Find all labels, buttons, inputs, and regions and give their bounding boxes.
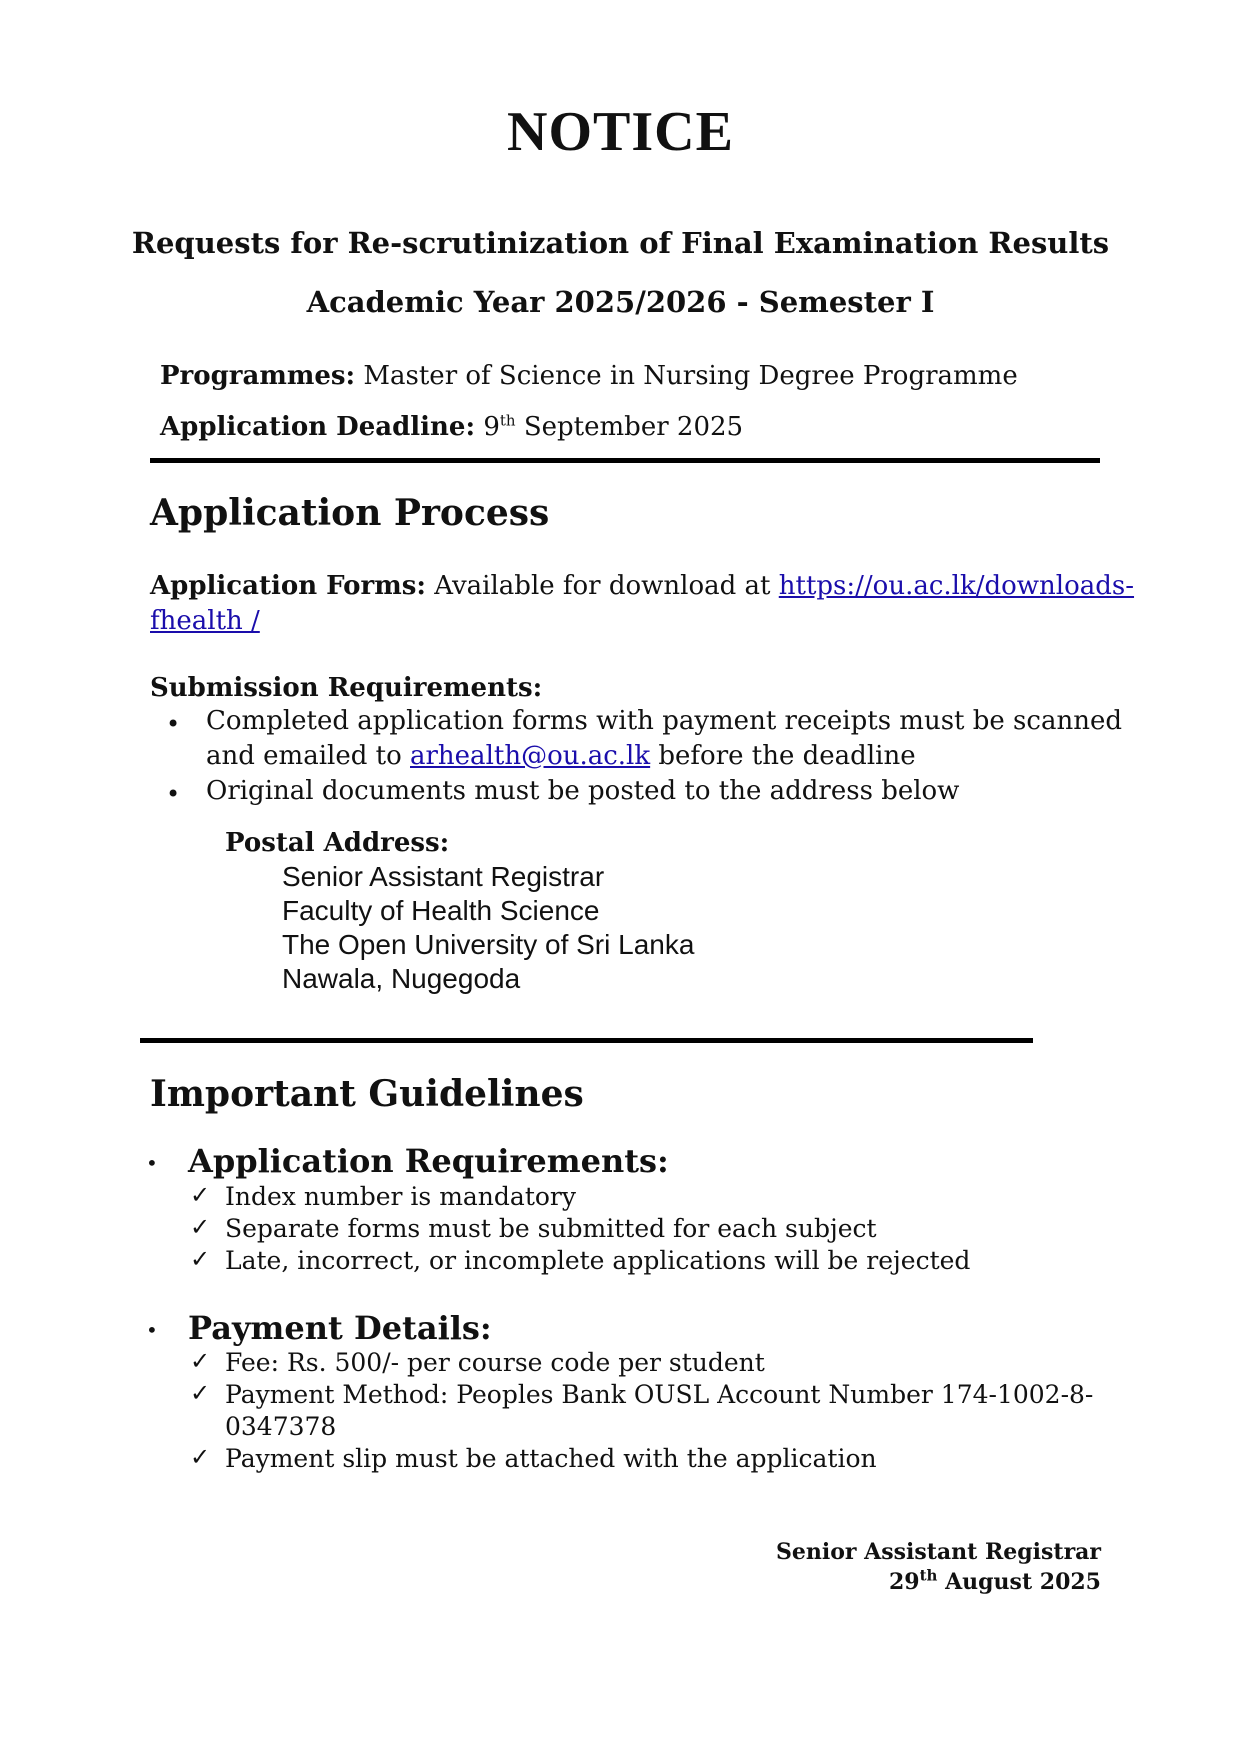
app-req-heading: Application Requirements: — [188, 1142, 669, 1180]
postal-label — [225, 828, 449, 858]
page-title: NOTICE — [507, 101, 734, 163]
check-icon: ✓ — [190, 1213, 211, 1241]
deadline-sup: th — [499, 411, 516, 430]
bullet-icon: • — [146, 1318, 158, 1342]
bullet1-pre: and emailed to — [206, 741, 402, 771]
sig-date-sup: th — [919, 1566, 938, 1585]
address-line: Nawala, Nugegoda — [282, 963, 521, 994]
programmes-label: Programmes: — [160, 361, 356, 391]
guidelines-heading: Important Guidelines — [150, 1073, 584, 1115]
forms-download-link-cont[interactable]: fhealth / — [150, 606, 260, 636]
bullet1-post: before the deadline — [658, 741, 916, 771]
check-icon: ✓ — [190, 1181, 211, 1209]
deadline-rest: September 2025 — [523, 412, 744, 442]
programmes-value: Master of Science in Nursing Degree Programme — [363, 361, 1018, 391]
process-heading: Application Process — [150, 492, 550, 534]
address-line: The Open University of Sri Lanka — [282, 929, 695, 960]
deadline-day: 9 — [483, 412, 500, 442]
sig-date-rest: August 2025 — [945, 1569, 1101, 1595]
academic-year: Academic Year 2025/2026 - Semester I — [306, 285, 935, 319]
address-line: Faculty of Health Science — [282, 895, 600, 926]
forms-label: Application Forms: — [150, 571, 426, 601]
payment-heading: Payment Details: — [188, 1309, 492, 1347]
email-link[interactable]: arhealth@ou.ac.lk — [410, 741, 651, 771]
submission-bullet-1-cont — [206, 741, 916, 771]
check-icon: ✓ — [190, 1379, 211, 1407]
bullet-icon: • — [146, 1151, 158, 1175]
forms-line-2 — [150, 606, 260, 636]
check-icon: ✓ — [190, 1443, 211, 1471]
submission-bullet-1: Completed application forms with payment receipts must be scanned — [206, 706, 1122, 736]
address-line: Senior Assistant Registrar — [282, 861, 605, 892]
programmes-line — [160, 361, 1018, 391]
forms-line — [150, 571, 1134, 601]
bullet-icon: • — [166, 780, 181, 808]
deadline-line — [160, 412, 743, 442]
submission-label-text: Submission Requirements: — [150, 673, 543, 703]
bullet-icon: • — [166, 710, 181, 738]
submission-bullet-2: Original documents must be posted to the address below — [206, 776, 960, 806]
submission-label — [150, 673, 542, 703]
deadline-label: Application Deadline: — [160, 412, 476, 442]
section-divider — [140, 1038, 1033, 1043]
forms-text: Available for download at — [434, 571, 771, 601]
payment-item: Payment slip must be attached with the application — [225, 1444, 877, 1473]
forms-download-link[interactable]: https://ou.ac.lk/downloads- — [778, 571, 1135, 601]
signature-date — [888, 1566, 1101, 1595]
payment-item: Fee: Rs. 500/- per course code per student — [225, 1348, 765, 1377]
check-icon: ✓ — [190, 1245, 211, 1273]
signature-name: Senior Assistant Registrar — [776, 1539, 1101, 1565]
sig-date-day: 29 — [888, 1569, 920, 1595]
notice-subtitle: Requests for Re-scrutinization of Final Examination Results — [131, 226, 1110, 260]
check-icon: ✓ — [190, 1347, 211, 1375]
app-req-item: Separate forms must be submitted for each subject — [225, 1214, 877, 1243]
postal-label-text: Postal Address: — [225, 828, 450, 858]
payment-item-cont: 0347378 — [225, 1412, 337, 1441]
app-req-item: Late, incorrect, or incomplete applications will be rejected — [225, 1246, 971, 1275]
header-divider — [150, 458, 1100, 463]
app-req-item: Index number is mandatory — [225, 1182, 576, 1211]
payment-item: Payment Method: Peoples Bank OUSL Account Number 174-1002-8- — [225, 1380, 1094, 1409]
